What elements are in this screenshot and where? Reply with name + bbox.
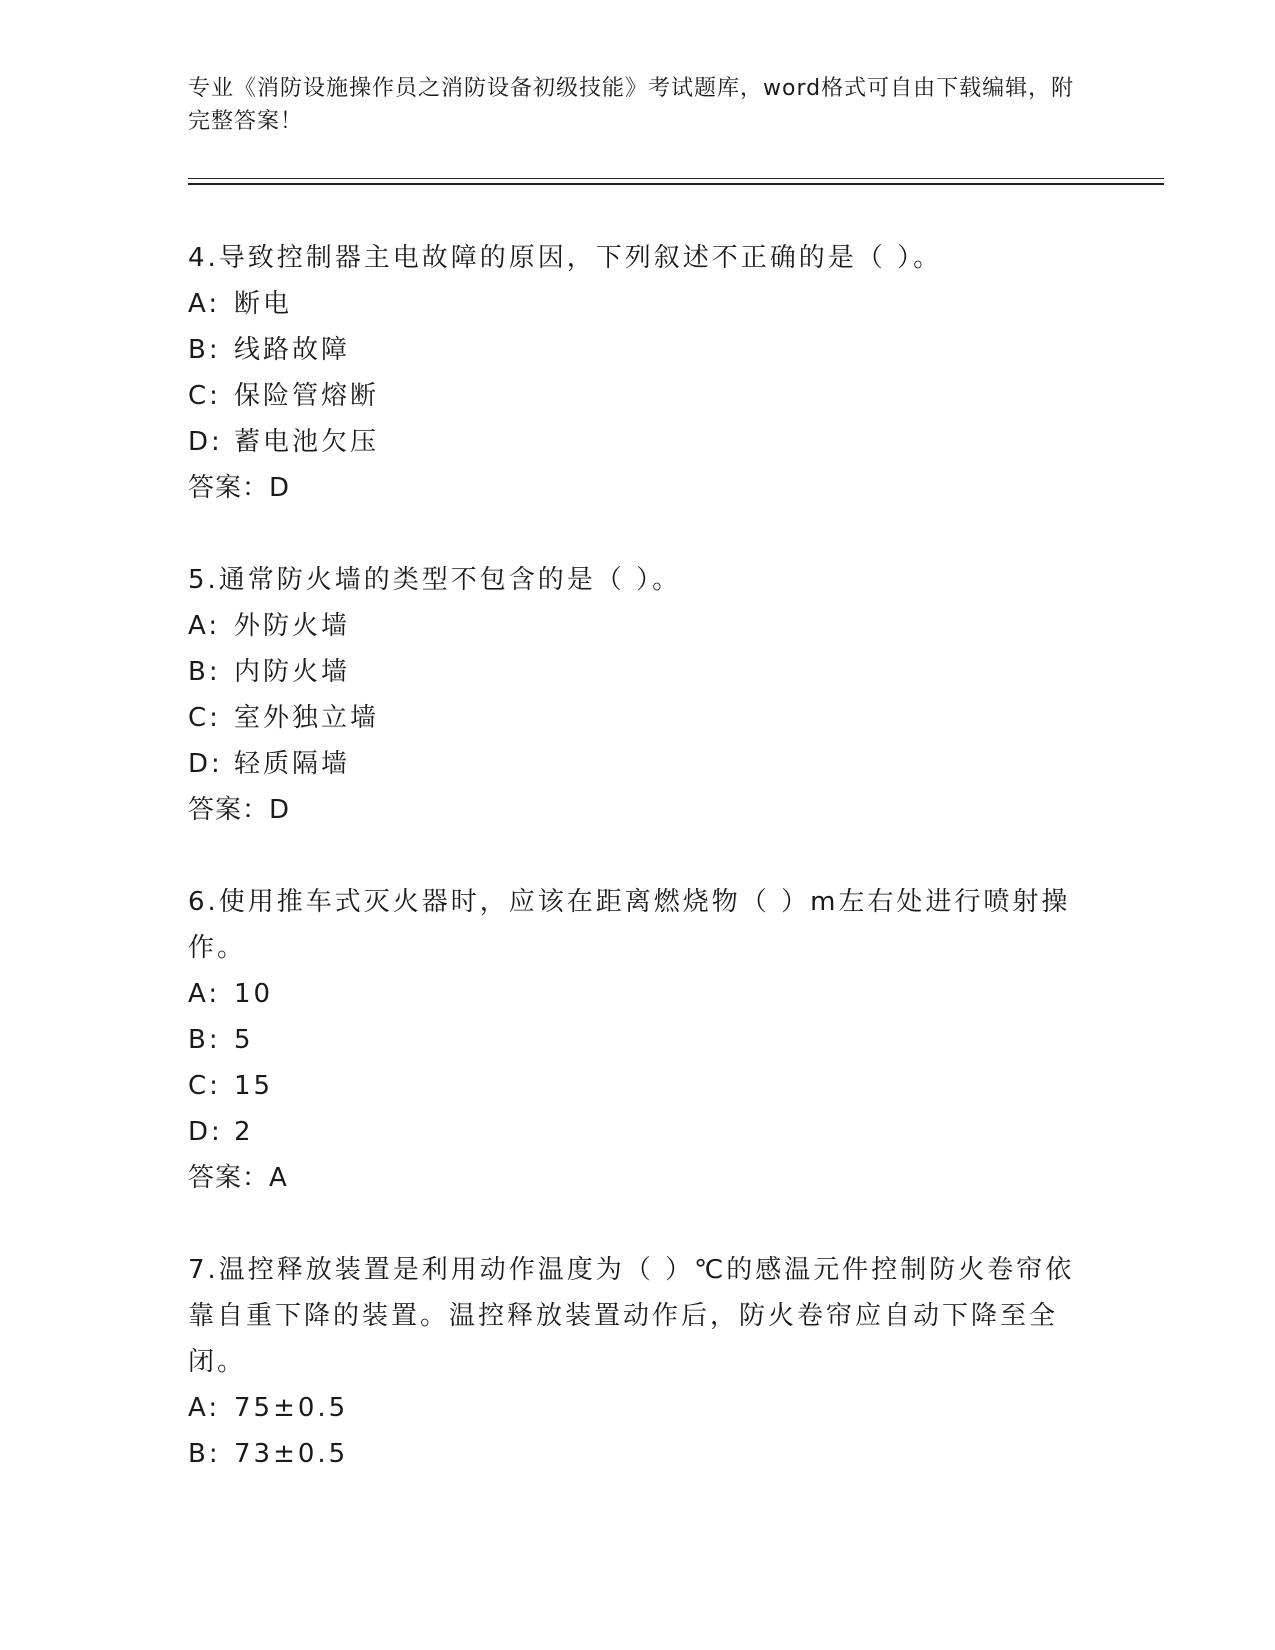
option-text: 73±0.5 — [234, 1439, 349, 1469]
option-key: A: — [188, 289, 221, 319]
option-b — [188, 649, 1088, 695]
option-a — [188, 603, 1088, 649]
option-key: A: — [188, 1393, 221, 1423]
option-key: D: — [188, 1117, 223, 1147]
option-key: A: — [188, 611, 221, 641]
option-c — [188, 373, 1088, 419]
option-key: B: — [188, 1025, 221, 1055]
option-d — [188, 419, 1088, 465]
answer-line: 答案：D — [188, 795, 291, 825]
question-stem: 5.通常防火墙的类型不包含的是（ ）。 — [188, 565, 682, 595]
option-key: C: — [188, 703, 221, 733]
option-text: 内防火墙 — [234, 657, 351, 687]
question-5 — [188, 557, 1088, 833]
header-divider-thick — [188, 183, 1164, 185]
option-key: D: — [188, 749, 223, 779]
option-key: B: — [188, 657, 221, 687]
option-text: 室外独立墙 — [234, 703, 380, 733]
document-header: 专业《消防设施操作员之消防设备初级技能》考试题库，word格式可自由下载编辑，附完整答案！ — [188, 76, 1075, 134]
option-d — [188, 741, 1088, 787]
question-stem: 4.导致控制器主电故障的原因，下列叙述不正确的是（ ）。 — [188, 243, 943, 273]
option-key: B: — [188, 1439, 221, 1469]
question-6 — [188, 879, 1088, 1201]
option-d — [188, 1109, 1088, 1155]
option-a — [188, 971, 1088, 1017]
option-text: 外防火墙 — [234, 611, 351, 641]
question-4 — [188, 235, 1088, 511]
option-text: 断电 — [234, 289, 293, 319]
option-a — [188, 281, 1088, 327]
option-text: 保险管熔断 — [234, 381, 380, 411]
question-stem: 6.使用推车式灭火器时，应该在距离燃烧物（ ）m左右处进行喷射操作。 — [188, 887, 1071, 963]
question-7 — [188, 1247, 1088, 1477]
option-text: 15 — [234, 1071, 274, 1101]
option-c — [188, 1063, 1088, 1109]
option-text: 轻质隔墙 — [234, 749, 351, 779]
option-c — [188, 695, 1088, 741]
option-text: 75±0.5 — [234, 1393, 349, 1423]
answer-line: 答案：D — [188, 473, 291, 503]
option-key: B: — [188, 335, 221, 365]
option-text: 线路故障 — [234, 335, 351, 365]
option-key: C: — [188, 1071, 221, 1101]
option-key: C: — [188, 381, 221, 411]
option-text: 5 — [234, 1025, 254, 1055]
option-text: 蓄电池欠压 — [234, 427, 380, 457]
option-b — [188, 1017, 1088, 1063]
answer-line: 答案：A — [188, 1163, 288, 1193]
option-b — [188, 1431, 1088, 1477]
header-divider-thin — [188, 178, 1164, 179]
option-key: A: — [188, 979, 221, 1009]
option-key: D: — [188, 427, 223, 457]
question-stem: 7.温控释放装置是利用动作温度为（ ）℃的感温元件控制防火卷帘依靠自重下降的装置。温控释放装置动作后，防火卷帘应自动下降至全闭。 — [188, 1255, 1075, 1377]
option-a — [188, 1385, 1088, 1431]
option-b — [188, 327, 1088, 373]
option-text: 10 — [234, 979, 274, 1009]
option-text: 2 — [234, 1117, 254, 1147]
